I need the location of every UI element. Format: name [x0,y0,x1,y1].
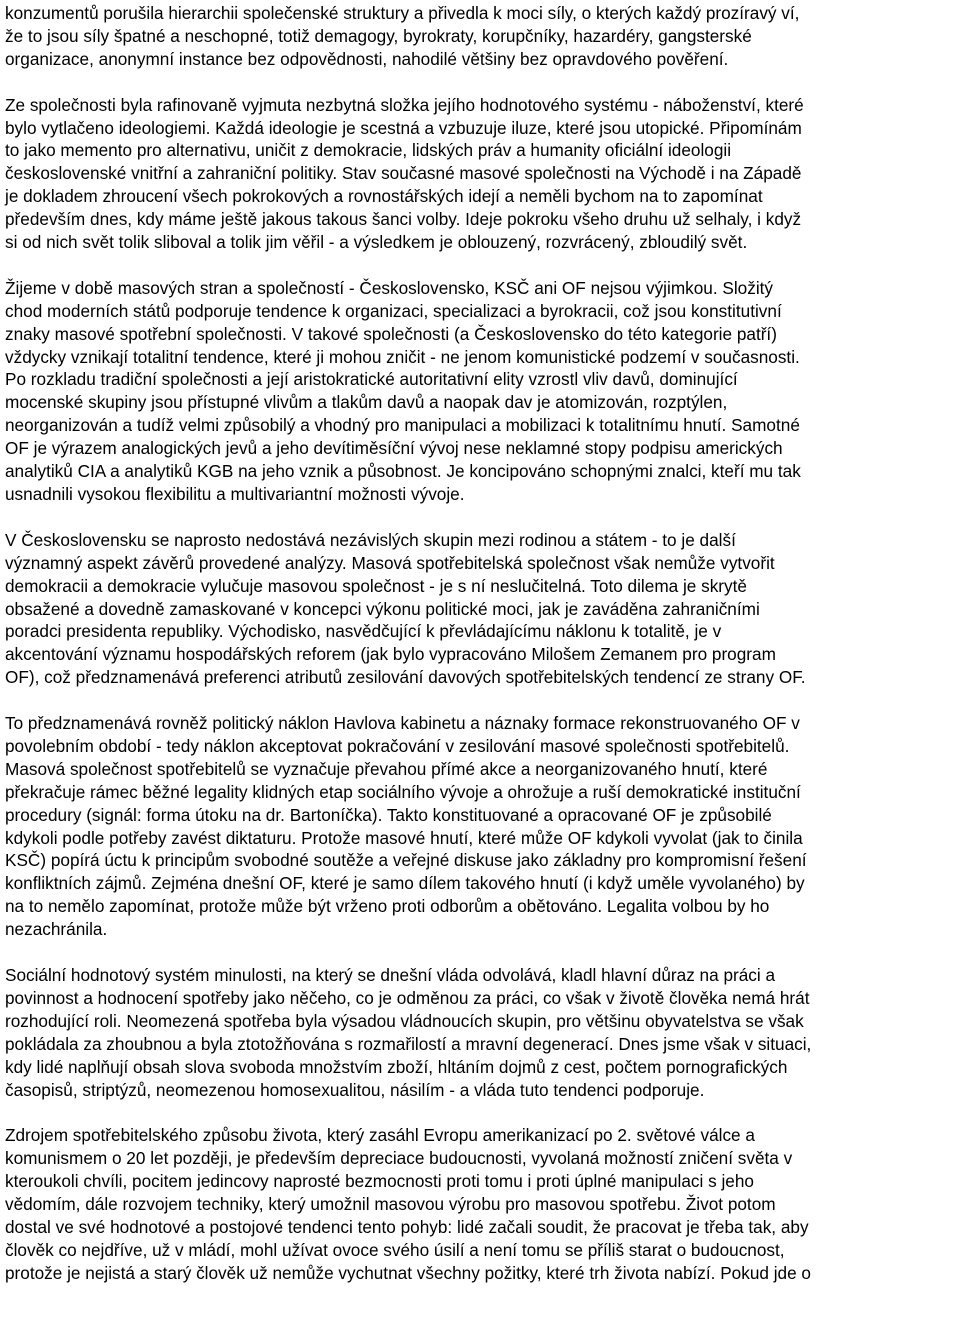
text-line: si od nich svět tolik sliboval a tolik jim věřil - a výsledkem je oblouzený, rozvrácený, zbloudilý svět. [5,232,748,253]
text-line: kdykoli podle potřeby zavést diktaturu. Protože masové hnutí, které může OF kdykoli vyvolat (jak to činila [5,827,803,848]
text-line: kteroukoli chvíli, pocitem jedincovy naprosté bezmocnosti proti tomu i proti úplné manipulaci s jeho [5,1171,754,1192]
paragraph [5,277,958,506]
text-line: bylo vytlačeno ideologiemi. Každá ideologie je scestná a vzbuzuje iluze, které jsou utopické. Připomínám [5,117,802,138]
text-line: mocenské skupiny jsou přístupné vlivům a tlakům davů a naopak dav je atomizován, rozptýlen, [5,392,728,413]
text-line: Sociální hodnotový systém minulosti, na který se dnešní vláda odvolává, kladl hlavní důraz na práci a [5,964,776,985]
document-body [5,2,958,1285]
text-line: významný aspekt závěrů provedené analýzy. Masová spotřebitelská společnost však nemůže vytvořit [5,552,775,573]
paragraph [5,529,958,689]
text-line: znaky masové spotřební společnosti. V takové společnosti (a Československo do této kategorie patří) [5,323,777,344]
text-line: na to nemělo zapomínat, protože může být vrženo proti odborům a obětováno. Legalita volbou by ho [5,896,770,917]
text-line: obsažené a dovedně zamaskované v koncepci výkonu politické moci, jak je zaváděna zahraničními [5,598,760,619]
text-line: neorganizován a tudíž velmi způsobilý a vhodný pro manipulaci a mobilizaci k totalitnímu hnutí. Samotné [5,415,800,436]
text-line: analytiků CIA a analytiků KGB na jeho vznik a působnost. Je koncipováno schopnými znalci, kteří mu tak [5,461,801,482]
text-line: KSČ) popírá úctu k principům svobodné soutěže a veřejné diskuse jako základny pro kompromisní řešení [5,850,807,871]
text-line: to jako memento pro alternativu, uničit z demokracie, lidských práv a humanity oficiální ideologii [5,140,732,161]
text-line: vždycky vznikají totalitní tendence, které ji mohou zničit - ne jenom komunistické podzemí v současnosti. [5,346,800,367]
text-line: Žijeme v době masových stran a společností - Československo, KSČ ani OF nejsou výjimkou. Složitý [5,277,774,298]
text-line: dostal ve své hodnotové a postojové tendenci tento pohyb: lidé začali soudit, že pracovat je třeba tak, aby [5,1216,809,1237]
text-line: povinnost a hodnocení spotřeby jako něčeho, co je odměnou za práci, co však v životě člověka nemá hrát [5,987,810,1008]
text-line: konzumentů porušila hierarchii společenské struktury a přivedla k moci síly, o kterých každý prozíravý ví, [5,3,800,23]
paragraph [5,1124,958,1284]
text-line: především dnes, kdy máme ještě jakous takous šanci volby. Ideje pokroku všeho druhu už selhaly, i když [5,209,802,230]
text-line: V Československu se naprosto nedostává nezávislých skupin mezi rodinou a státem - to je další [5,529,736,550]
text-line: Zdrojem spotřebitelského způsobu života, který zasáhl Evropu amerikanizací po 2. světové válce a [5,1125,755,1146]
text-line: časopisů, striptýzů, neomezenou homosexualitou, násilím - a vláda tuto tendenci podporuje. [5,1079,705,1100]
text-line: pokládala za zhoubnou a byla ztotožňována s rozmařilostí a mravní degenerací. Dnes jsme však v situaci, [5,1033,812,1054]
text-line: poradci presidenta republiky. Východisko, nasvědčující k převládajícímu náklonu k totalitě, je v [5,621,722,642]
text-line: překračuje rámec běžné legality klidných etap sociálního vývoje a ohrožuje a ruší demokratické instituční [5,781,801,802]
text-line: chod moderních států podporuje tendence k organizaci, specializaci a byrokracii, což jsou konstitutivní [5,300,782,321]
text-line: komunismem o 20 let později, je především depreciace budoucnosti, vyvolaná možností zničení světa v [5,1148,793,1169]
text-line: rozhodující roli. Neomezená spotřeba byla výsadou vládnoucích skupin, pro většinu obyvatelstva se však [5,1010,804,1031]
text-line: Masová společnost spotřebitelů se vyznačuje převahou přímé akce a neorganizovaného hnutí, které [5,758,768,779]
text-line: protože je nejistá a starý člověk už nemůže vychutnat všechny požitky, které trh života nabízí. Pokud jde o [5,1262,811,1283]
text-line: konfliktních zájmů. Zejména dnešní OF, které je samo dílem takového hnutí (i když uměle vyvolaného) by [5,873,805,894]
text-line: OF), což předznamenává preferenci atributů zesilování davových spotřebitelských tendencí ze strany OF. [5,667,806,688]
text-line: povolebním období - tedy náklon akceptovat pokračování v zesilování masové společnosti spotřebitelů. [5,735,790,756]
text-line: Po rozkladu tradiční společnosti a její aristokratické autoritativní elity vzrostl vliv davů, dominující [5,369,738,390]
text-line: usnadnili vysokou flexibilitu a multivariantní možnosti vývoje. [5,484,465,504]
text-line: nezachránila. [5,919,108,940]
text-line: že to jsou síly špatné a neschopné, totiž demagogy, byrokraty, korupčníky, hazardéry, gangsterské [5,25,752,46]
text-line: československé vnitřní a zahraniční politiky. Stav současné masové společnosti na Východě i na Západě [5,163,802,184]
text-line: OF je výrazem analogických jevů a jeho devítiměsíční vývoj nese neklamné stopy podpisu amerických [5,438,783,459]
paragraph [5,94,958,254]
text-line: To předznamenává rovněž politický náklon Havlova kabinetu a náznaky formace rekonstruovaného OF v [5,713,800,734]
paragraph [5,712,958,941]
text-line: demokracii a demokracie vylučuje masovou společnost - je s ní neslučitelná. Toto dilema je skrytě [5,575,747,596]
paragraph [5,2,958,71]
text-line: kdy lidé naplňují obsah slova svoboda množstvím zboží, hltáním dojmů z cest, počtem pornografických [5,1056,788,1077]
text-line: akcentování významu hospodářských reforem (jak bylo vypracováno Milošem Zemanem pro program [5,644,776,665]
paragraph [5,964,958,1101]
text-line: Ze společnosti byla rafinovaně vyjmuta nezbytná složka jejího hodnotového systému - náboženství, které [5,94,804,115]
text-line: člověk co nejdříve, už v mládí, mohl užívat ovoce svého úsilí a není tomu se příliš starat o budoucnost, [5,1239,785,1260]
text-line: je dokladem zhroucení všech pokrokových a rovnostářských idejí a neměli bychom na to zapomínat [5,186,763,207]
text-line: organizace, anonymní instance bez odpovědnosti, nahodilé většiny bez opravdového pověření. [5,48,729,69]
text-line: vědomím, dále rozvojem techniky, který umožnil masovou výrobu pro masovou spotřebu. Život potom [5,1194,776,1215]
text-line: procedury (signál: forma útoku na dr. Bartoníčka). Takto konstituované a opracované OF je způsobilé [5,804,772,825]
